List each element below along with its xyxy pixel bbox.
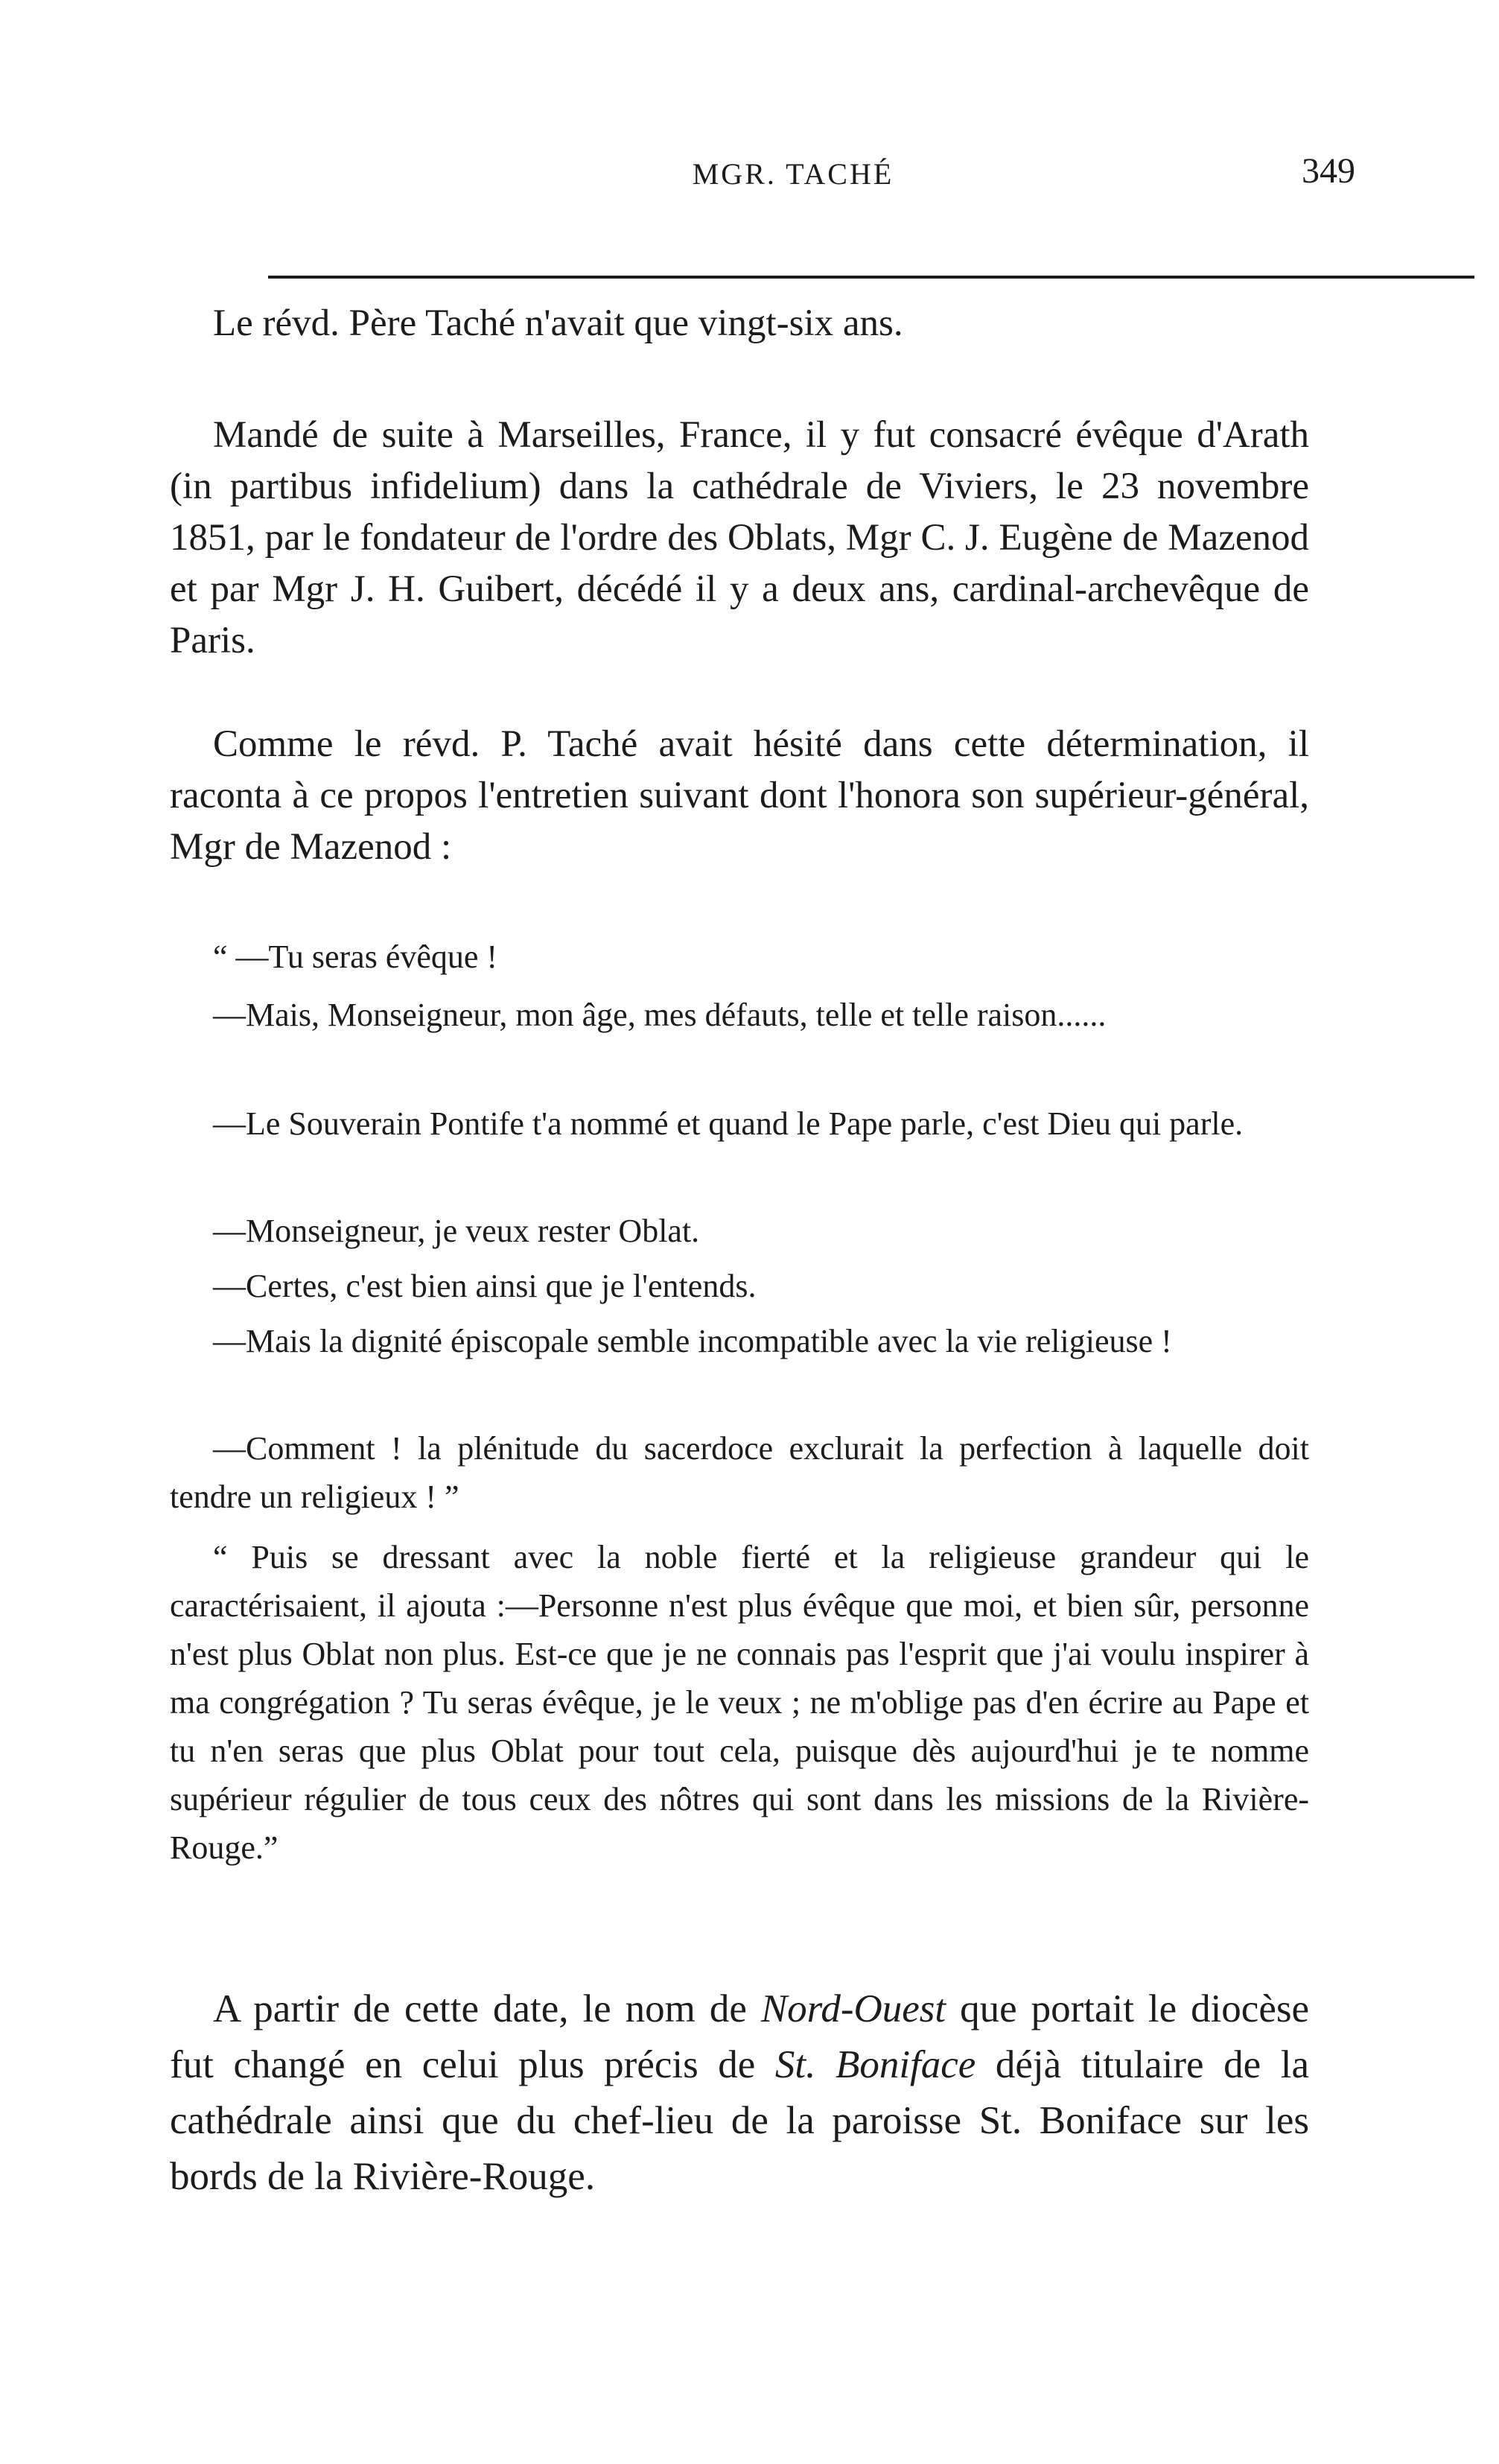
dialogue-line: “ —Tu seras évêque ! — [213, 939, 498, 975]
header-rule — [268, 276, 1474, 279]
dialogue-line: —Le Souverain Pontife t'a nommé et quand le Pape parle, c'est Dieu qui parle. — [213, 1105, 1244, 1142]
final-text-3: déjà titulaire de la cathédrale ainsi que du chef-lieu de la paroisse St. Boniface sur les bords de la Rivière-Rouge. — [170, 2043, 1309, 2198]
dialogue-narration: “ Puis se dressant avec la noble fierté et la religieuse grandeur qui le caractérisaient, il ajouta :—Personne n'est plus évêque que moi, et bien sûr, personne n'est plus Oblat non plus. Est-ce que je ne connais pas l'esprit que j'ai voulu inspirer à ma congrégation ? Tu seras évêque, je le veux ; ne m'oblige pas d'en écrire au Pape et tu n'en seras que plus Oblat pour tout cela, puisque dès aujourd'hui je te nomme supérieur régulier de tous ceux des nôtres qui sont dans les missions de la Rivière-Rouge.” — [170, 1539, 1309, 1866]
page-header — [268, 151, 1355, 209]
paragraph-age: Le révd. Père Taché n'avait que vingt-six ans. — [213, 302, 903, 344]
final-italic-nord-ouest: Nord-Ouest — [760, 1987, 946, 2030]
dialogue-line: —Comment ! la plénitude du sacerdoce exclurait la perfection à laquelle doit tendre un religieux ! ” — [170, 1430, 1309, 1515]
dialogue-line: —Mais, Monseigneur, mon âge, mes défauts, telle et telle raison...... — [213, 997, 1107, 1033]
paragraph-hesitation: Comme le révd. P. Taché avait hésité dans cette détermination, il raconta à ce propos l'entretien suivant dont l'honora son supérieur-général, Mgr de Mazenod : — [170, 723, 1309, 868]
paragraph-consecration: Mandé de suite à Marseilles, France, il y fut consacré évêque d'Arath (in partibus infidelium) dans la cathédrale de Viviers, le 23 novembre 1851, par le fondateur de l'ordre des Oblats, Mgr C. J. Eugène de Mazenod et par Mgr J. H. Guibert, décédé il y a deux ans, cardinal-archevêque de Paris. — [170, 414, 1309, 661]
dialogue-line: —Certes, c'est bien ainsi que je l'entends. — [213, 1268, 757, 1304]
dialogue-line: —Monseigneur, je veux rester Oblat. — [213, 1213, 700, 1249]
final-italic-st-boniface: St. Boniface — [774, 2043, 976, 2086]
final-text-1: A partir de cette date, le nom de — [213, 1987, 761, 2030]
paragraph-diocese-name — [170, 1981, 1309, 2205]
final-text-2: que portait le diocèse fut changé en celui plus précis de — [170, 1987, 1309, 2086]
running-head: MGR. TACHÉ — [692, 157, 894, 191]
page-number: 349 — [1302, 151, 1355, 191]
dialogue-line: —Mais la dignité épiscopale semble incompatible avec la vie religieuse ! — [213, 1323, 1172, 1359]
